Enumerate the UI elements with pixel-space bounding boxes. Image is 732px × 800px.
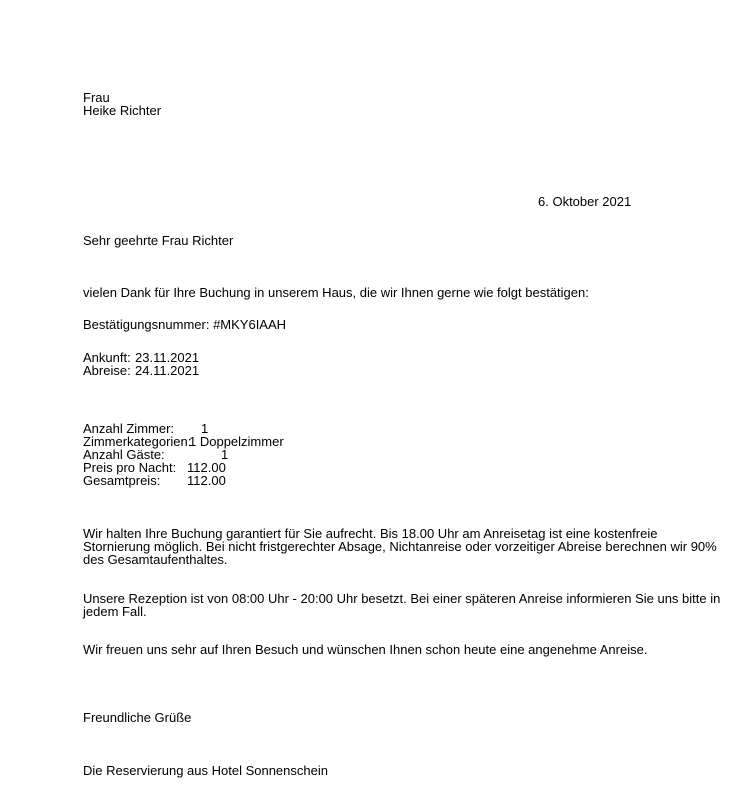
recipient-block xyxy=(83,91,161,117)
guarantee-paragraph: Wir halten Ihre Buchung garantiert für Sie aufrecht. Bis 18.00 Uhr am Anreisetag ist eine kostenfreie Stornierung möglich. Bei nicht fristgerechter Absage, Nichtanreise oder vorzeitiger Abreise berechnen wir 90% des Gesamtaufenthaltes. xyxy=(83,526,717,567)
reception-paragraph: Unsere Rezeption ist von 08:00 Uhr - 20:00 Uhr besetzt. Bei einer späteren Anreise informieren Sie uns bitte in jedem Fall. xyxy=(83,591,721,619)
recipient-salutation: Frau xyxy=(83,90,110,105)
booking-details xyxy=(83,422,284,487)
detail-value: 112.00 xyxy=(187,460,226,475)
intro-text: vielen Dank für Ihre Buchung in unserem Haus, die wir Ihnen gerne wie folgt bestätigen: xyxy=(83,285,589,300)
departure-value: 24.11.2021 xyxy=(135,363,200,378)
detail-label: Preis pro Nacht: xyxy=(83,460,177,475)
detail-value: 112.00 xyxy=(187,473,226,488)
regards: Freundliche Grüße xyxy=(83,710,192,725)
letter-date: 6. Oktober 2021 xyxy=(538,194,632,209)
arrival-value: 23.11.2021 xyxy=(135,350,200,365)
recipient-name: Heike Richter xyxy=(83,103,162,118)
detail-label: Gesamtpreis: xyxy=(83,473,161,488)
detail-label: Anzahl Gäste: xyxy=(83,447,165,462)
departure-label: Abreise: xyxy=(83,363,131,378)
stay-dates xyxy=(83,351,199,377)
detail-label: Anzahl Zimmer: xyxy=(83,421,175,436)
confirmation-number: Bestätigungsnummer: #MKY6IAAH xyxy=(83,317,287,332)
detail-row xyxy=(83,474,284,487)
detail-label: Zimmerkategorien: xyxy=(83,434,192,449)
detail-value: 1 xyxy=(221,447,229,462)
greeting: Sehr geehrte Frau Richter xyxy=(83,233,234,248)
detail-value: 1 Doppelzimmer xyxy=(189,434,284,449)
closing-wish-paragraph: Wir freuen uns sehr auf Ihren Besuch und wünschen Ihnen schon heute eine angenehme Anreise. xyxy=(83,642,648,657)
arrival-label: Ankunft: xyxy=(83,350,131,365)
signature: Die Reservierung aus Hotel Sonnenschein xyxy=(83,763,328,778)
detail-value: 1 xyxy=(201,421,209,436)
departure-row xyxy=(83,364,199,377)
